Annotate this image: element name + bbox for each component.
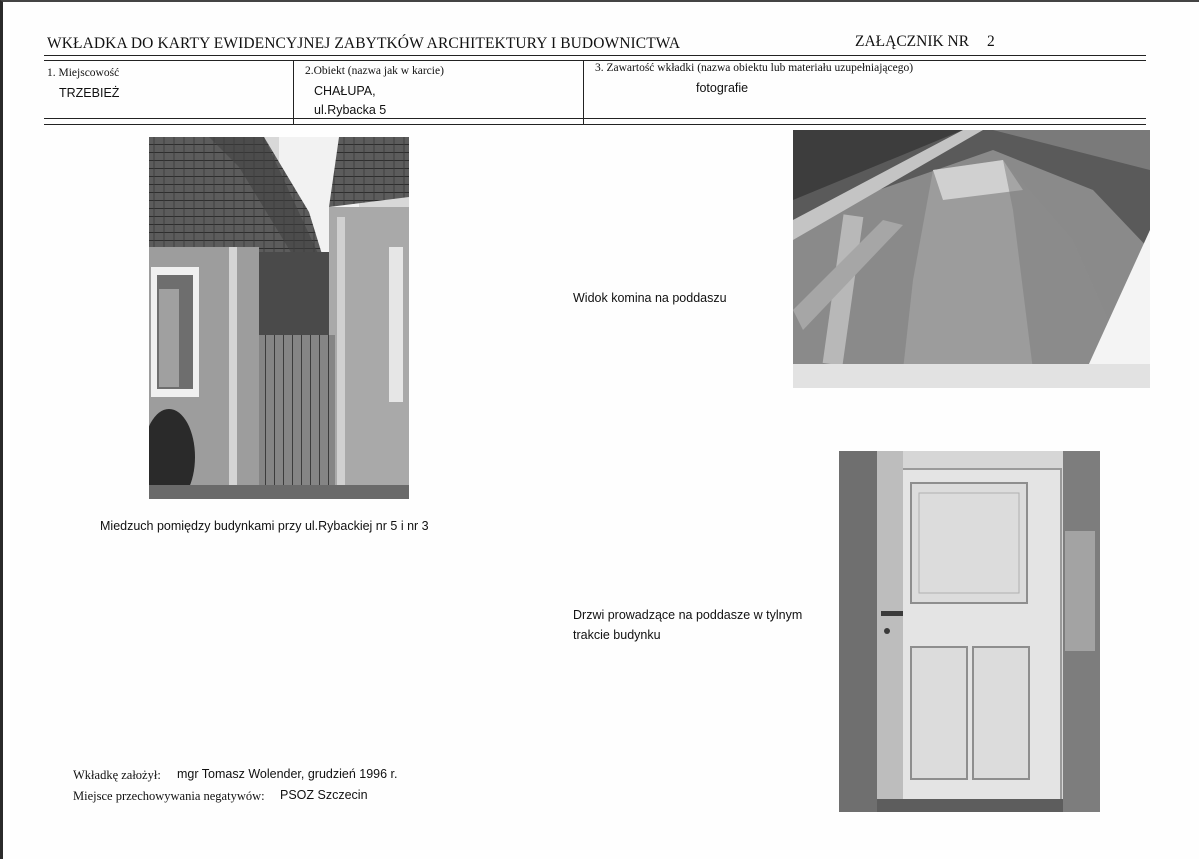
attic-chimney-photo-image (793, 130, 1150, 388)
header-top-rule (44, 55, 1146, 56)
attic-door-caption-line1: Drzwi prowadzące na poddasze w tylnym (573, 608, 803, 622)
cell-divider-1 (293, 60, 294, 124)
locality-value: TRZEBIEŻ (59, 86, 120, 100)
attic-chimney-caption: Widok komina na poddaszu (573, 291, 727, 305)
header-bottom-rule (44, 118, 1146, 119)
locality-label: 1. Miejscowość (47, 67, 120, 79)
attic-door-photo-image (839, 451, 1100, 812)
header-bottom-rule-2 (44, 124, 1146, 125)
storage-value: PSOZ Szczecin (280, 788, 368, 802)
object-value-line2: ul.Rybacka 5 (314, 103, 387, 117)
attic-chimney-photo (793, 130, 1150, 388)
attic-door-photo (839, 451, 1100, 812)
storage-label: Miejsce przechowywania negatywów: (73, 789, 265, 803)
contents-label: 3. Zawartość wkładki (nazwa obiektu lub materiału uzupełniającego) (595, 62, 914, 74)
cell-divider-2 (583, 60, 584, 124)
document-title: WKŁADKA DO KARTY EWIDENCYJNEJ ZABYTKÓW ARCHITEKTURY I BUDOWNICTWA (47, 35, 681, 52)
passage-caption: Miedzuch pomiędzy budynkami przy ul.Rybackiej nr 5 i nr 3 (100, 519, 429, 533)
annex-number: 2 (987, 33, 995, 50)
author-label: Wkładkę założył: (73, 768, 161, 782)
author-value: mgr Tomasz Wolender, grudzień 1996 r. (177, 767, 398, 781)
contents-value: fotografie (696, 81, 749, 95)
header-top-rule-2 (44, 60, 1146, 61)
annex-label: ZAŁĄCZNIK NR (855, 33, 970, 50)
object-value-line1: CHAŁUPA, (314, 84, 376, 98)
object-label: 2.Obiekt (nazwa jak w karcie) (305, 65, 444, 77)
passage-photo (149, 137, 409, 499)
passage-photo-image (149, 137, 409, 499)
attic-door-caption-line2: trakcie budynku (573, 628, 661, 642)
